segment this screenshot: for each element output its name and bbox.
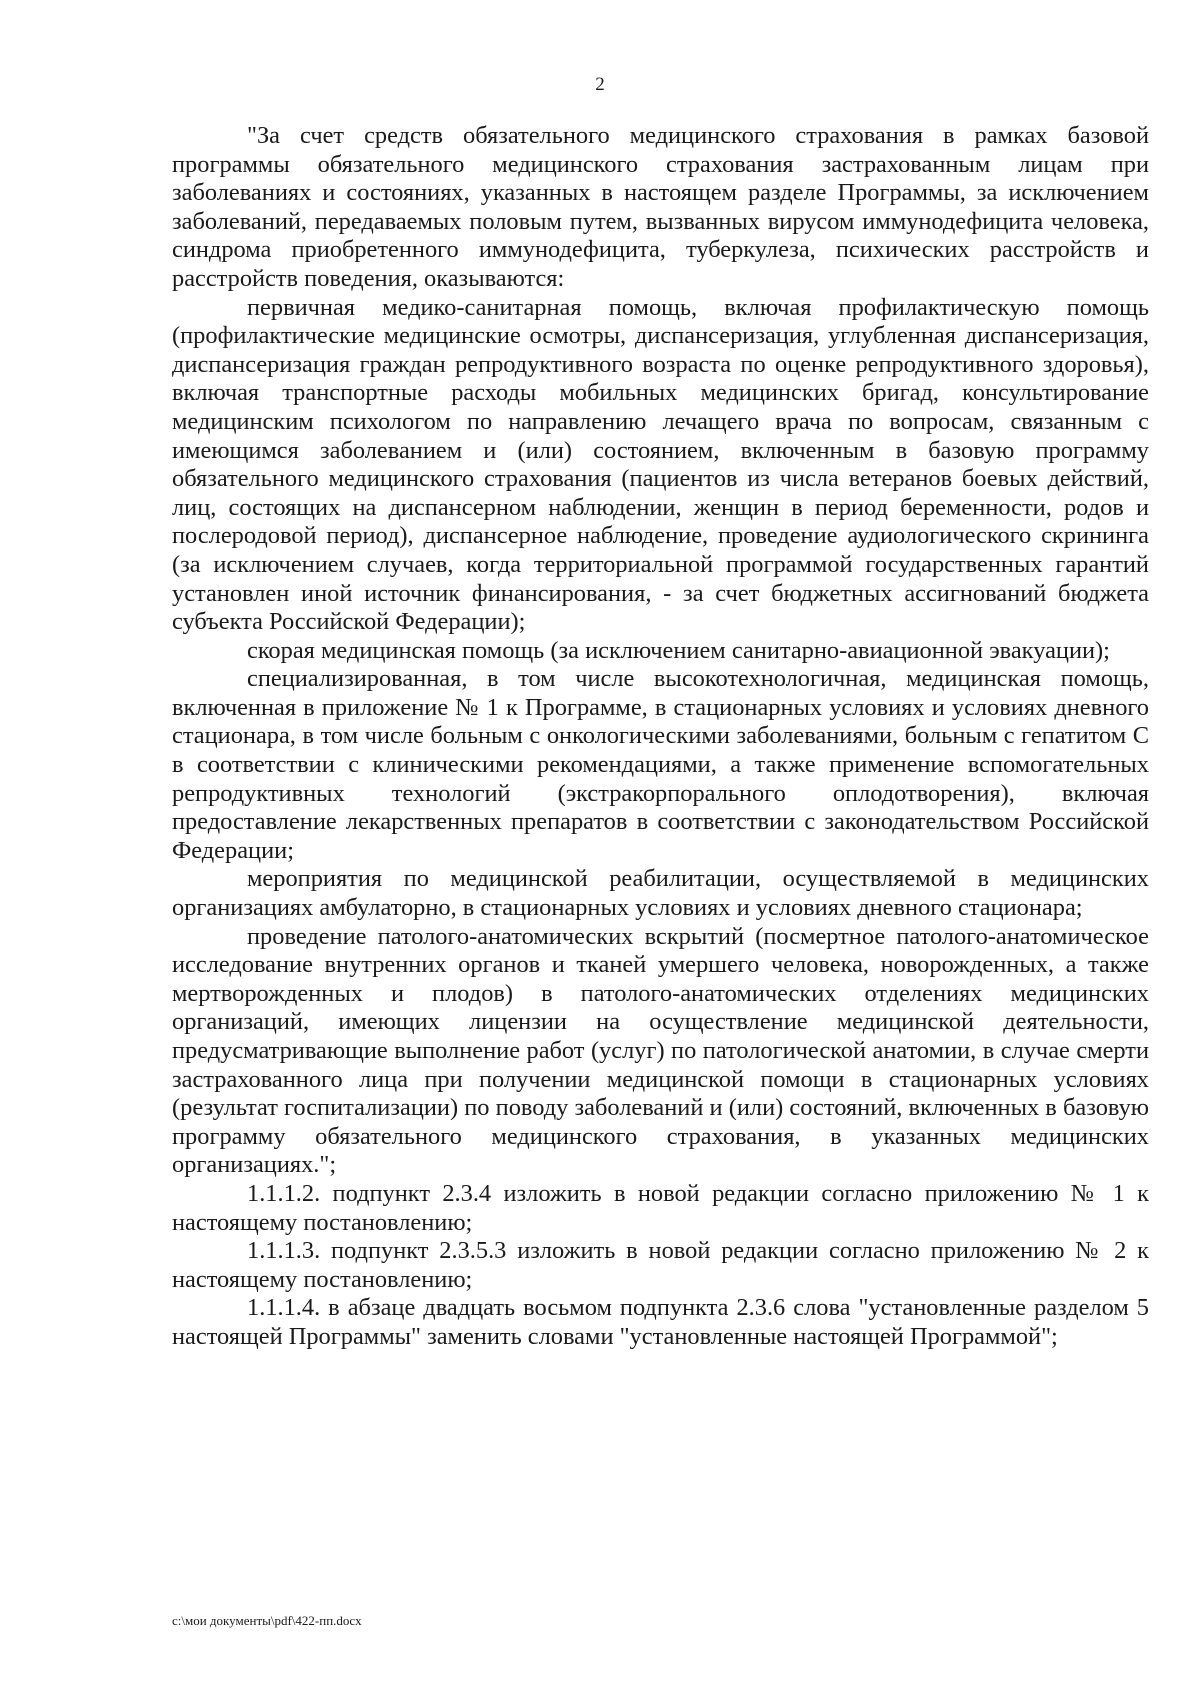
paragraph-primary-care: первичная медико-санитарная помощь, включая профилактическую помощь (профилактические медицинские осмотры, диспансеризация, углубленная диспансеризация, диспансеризация граждан репродуктивного возраста по оценке репродуктивного здоровья), включая транспортные расходы мобильных медицинских бригад, консультирование медицинским психологом по направлению лечащего врача по вопросам, связанным с имеющимся заболеванием и (или) состоянием, включенным в базовую программу обязательного медицинского страхования (пациентов из числа ветеранов боевых действий, лиц, состоящих на диспансерном наблюдении, женщин в период беременности, родов и послеродовой период), диспансерное наблюдение, проведение аудиологического скрининга (за исключением случаев, когда территориальной программой государственных гарантий установлен иной источник финансирования, - за счет бюджетных ассигнований бюджета субъекта Российской Федерации); — [172, 293, 1149, 636]
paragraph-item-1-1-1-3: 1.1.1.3. подпункт 2.3.5.3 изложить в новой редакции согласно приложению № 2 к настоящему постановлению; — [172, 1237, 1149, 1293]
document-body — [172, 122, 1149, 1352]
paragraph-autopsy: проведение патолого-анатомических вскрытий (посмертное патолого-анатомическое исследование внутренних органов и тканей умершего человека, новорожденных, а также мертворожденных и плодов) в патолого-анатомических отделениях медицинских организаций, имеющих лицензии на осуществление медицинской деятельности, предусматривающие выполнение работ (услуг) по патологической анатомии, в случае смерти застрахованного лица при получении медицинской помощи в стационарных условиях (результат госпитализации) по поводу заболеваний и (или) состояний, включенных в базовую программу обязательного медицинского страхования, в указанных медицинских организациях."; — [172, 922, 1149, 1179]
footer-file-path: c:\мои документы\pdf\422-пп.docx — [172, 1613, 362, 1628]
paragraph-item-1-1-1-4: 1.1.1.4. в абзаце двадцать восьмом подпункта 2.3.6 слова "установленные разделом 5 настоящей Программы" заменить словами "установленные настоящей Программой"; — [172, 1294, 1149, 1350]
paragraph-item-1-1-1-2: 1.1.1.2. подпункт 2.3.4 изложить в новой редакции согласно приложению № 1 к настоящему постановлению; — [172, 1179, 1149, 1236]
paragraph-specialized-care: специализированная, в том числе высокотехнологичная, медицинская помощь, включенная в приложение № 1 к Программе, в стационарных условиях и условиях дневного стационара, в том числе больным с онкологическими заболеваниями, больным с гепатитом С в соответствии с клиническими рекомендациями, а также применение вспомогательных репродуктивных технологий (экстракорпорального оплодотворения), включая предоставление лекарственных препаратов в соответствии с законодательством Российской Федерации; — [172, 665, 1149, 864]
paragraph-oms-intro: "За счет средств обязательного медицинского страхования в рамках базовой программы обязательного медицинского страхования застрахованным лицам при заболеваниях и состояниях, указанных в настоящем разделе Программы, за исключением заболеваний, передаваемых половым путем, вызванных вирусом иммунодефицита человека, синдрома приобретенного иммунодефицита, туберкулеза, психических расстройств и расстройств поведения, оказываются: — [172, 122, 1149, 292]
paragraph-emergency-care: скорая медицинская помощь (за исключением санитарно-авиационной эвакуации); — [247, 636, 1110, 664]
paragraph-rehabilitation: мероприятия по медицинской реабилитации, осуществляемой в медицинских организациях амбулаторно, в стационарных условиях и условиях дневного стационара; — [172, 865, 1149, 922]
page-number: 2 — [595, 74, 605, 95]
